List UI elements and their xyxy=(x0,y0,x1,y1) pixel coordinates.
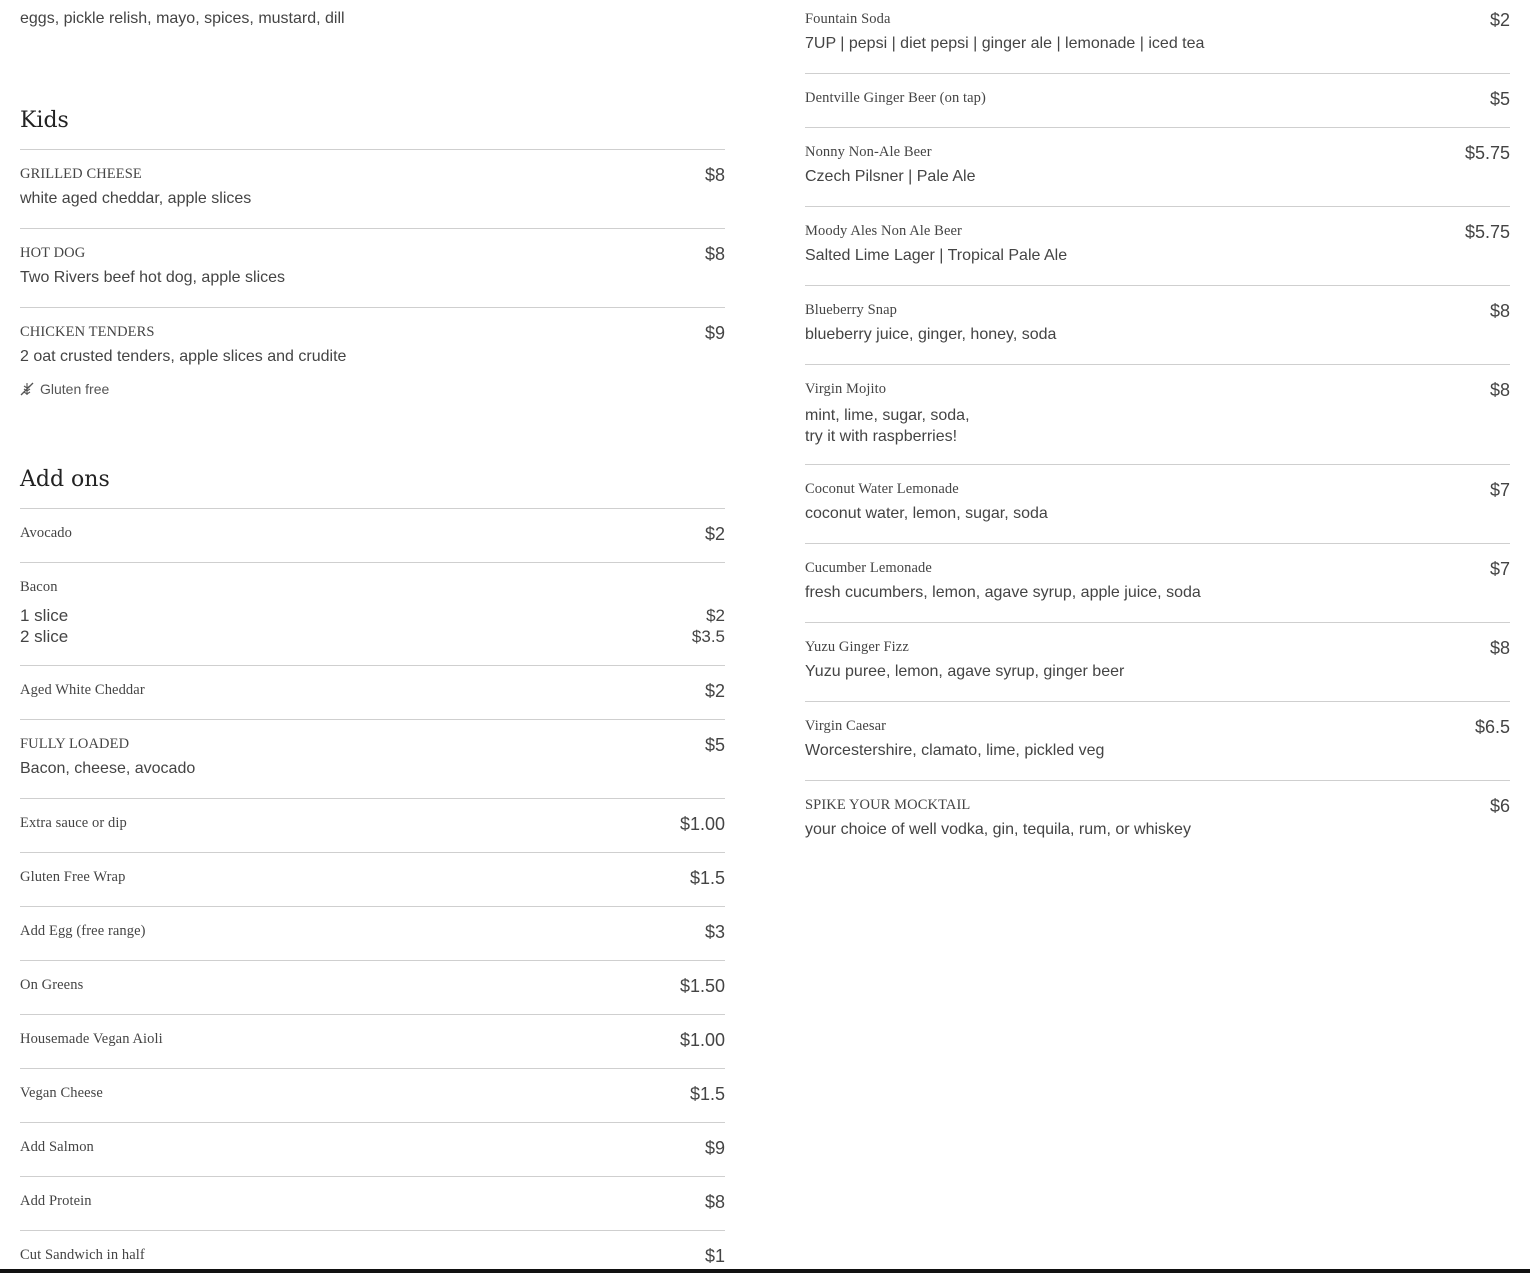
item-price: $7 xyxy=(1489,480,1510,500)
item-name: GRILLED CHEESE xyxy=(20,166,142,182)
item-description: Two Rivers beef hot dog, apple slices xyxy=(20,269,286,286)
item-description: eggs, pickle relish, mayo, spices, mustard, dill xyxy=(20,10,345,27)
divider xyxy=(805,206,1510,207)
divider xyxy=(20,798,725,799)
divider xyxy=(805,285,1510,286)
item-name: Add Salmon xyxy=(20,1139,94,1155)
size-label: 1 slice xyxy=(20,606,69,625)
section-title-kids: Kids xyxy=(20,108,69,133)
item-price: $5.75 xyxy=(1464,222,1510,242)
item-price: $6 xyxy=(1489,796,1510,816)
divider xyxy=(20,906,725,907)
item-name: Virgin Mojito xyxy=(805,381,887,397)
item-description: blueberry juice, ginger, honey, soda xyxy=(805,326,1057,343)
divider xyxy=(805,364,1510,365)
divider xyxy=(20,719,725,720)
section-title-add-ons: Add ons xyxy=(20,467,110,492)
item-price: $1.5 xyxy=(689,1084,725,1104)
item-name: Bacon xyxy=(20,579,58,595)
item-description: white aged cheddar, apple slices xyxy=(20,190,252,207)
divider xyxy=(805,701,1510,702)
item-price: $8 xyxy=(704,165,725,185)
item-price: $9 xyxy=(704,323,725,343)
item-name: Aged White Cheddar xyxy=(20,682,145,698)
item-description: fresh cucumbers, lemon, agave syrup, apple juice, soda xyxy=(805,584,1201,601)
item-description: Czech Pilsner | Pale Ale xyxy=(805,168,976,185)
item-price: $8 xyxy=(1489,638,1510,658)
divider xyxy=(805,622,1510,623)
item-name: Blueberry Snap xyxy=(805,302,898,318)
description-line: mint, lime, sugar, soda, xyxy=(805,407,970,424)
size-option xyxy=(20,626,725,647)
item-price: $2 xyxy=(1489,10,1510,30)
item-price: $9 xyxy=(704,1138,725,1158)
item-name: On Greens xyxy=(20,977,84,993)
item-name: HOT DOG xyxy=(20,245,86,261)
item-price: $8 xyxy=(704,244,725,264)
description-line: try it with raspberries! xyxy=(805,428,958,445)
item-name: Vegan Cheese xyxy=(20,1085,103,1101)
item-description: Bacon, cheese, avocado xyxy=(20,760,196,777)
item-price: $5 xyxy=(1489,89,1510,109)
divider xyxy=(20,665,725,666)
divider xyxy=(805,543,1510,544)
divider xyxy=(20,307,725,308)
item-price: $8 xyxy=(704,1192,725,1212)
item-description: 7UP | pepsi | diet pepsi | ginger ale | lemonade | iced tea xyxy=(805,35,1205,52)
item-description: coconut water, lemon, sugar, soda xyxy=(805,505,1048,522)
item-name: Add Protein xyxy=(20,1193,92,1209)
item-price: $1.00 xyxy=(679,814,725,834)
item-name: CHICKEN TENDERS xyxy=(20,324,155,340)
item-price: $2 xyxy=(704,524,725,544)
item-name: Housemade Vegan Aioli xyxy=(20,1031,163,1047)
item-name: Avocado xyxy=(20,525,72,541)
divider xyxy=(805,780,1510,781)
item-name: Cucumber Lemonade xyxy=(805,560,932,576)
item-name: Cut Sandwich in half xyxy=(20,1247,145,1263)
divider xyxy=(20,852,725,853)
size-price: $3.5 xyxy=(691,627,725,646)
item-name: Coconut Water Lemonade xyxy=(805,481,959,497)
item-name: Fountain Soda xyxy=(805,11,891,27)
item-name: Virgin Caesar xyxy=(805,718,887,734)
divider xyxy=(20,1014,725,1015)
divider xyxy=(805,127,1510,128)
item-name: FULLY LOADED xyxy=(20,736,130,752)
item-price: $7 xyxy=(1489,559,1510,579)
badge-label: Gluten free xyxy=(40,381,110,397)
item-price: $1.5 xyxy=(689,868,725,888)
item-name: Add Egg (free range) xyxy=(20,923,146,939)
item-name: SPIKE YOUR MOCKTAIL xyxy=(805,797,971,813)
item-name: Extra sauce or dip xyxy=(20,815,127,831)
divider xyxy=(805,464,1510,465)
item-price: $8 xyxy=(1489,380,1510,400)
item-description: 2 oat crusted tenders, apple slices and crudite xyxy=(20,348,347,365)
divider xyxy=(20,1230,725,1231)
divider xyxy=(20,960,725,961)
divider xyxy=(20,508,725,509)
divider xyxy=(20,562,725,563)
item-name: Yuzu Ginger Fizz xyxy=(805,639,909,655)
item-price: $1.00 xyxy=(679,1030,725,1050)
item-price: $3 xyxy=(704,922,725,942)
item-price: $2 xyxy=(704,681,725,701)
item-price: $8 xyxy=(1489,301,1510,321)
gluten-free-badge xyxy=(20,380,109,397)
item-price: $1 xyxy=(704,1246,725,1266)
divider xyxy=(20,228,725,229)
item-price: $5 xyxy=(704,735,725,755)
divider xyxy=(20,149,725,150)
divider xyxy=(20,1176,725,1177)
size-options xyxy=(20,605,725,647)
item-price: $5.75 xyxy=(1464,143,1510,163)
item-price: $6.5 xyxy=(1474,717,1510,737)
bottom-border xyxy=(0,1269,1530,1273)
divider xyxy=(20,1122,725,1123)
item-description: your choice of well vodka, gin, tequila, rum, or whiskey xyxy=(805,821,1191,838)
size-option xyxy=(20,605,725,626)
item-description: Worcestershire, clamato, lime, pickled veg xyxy=(805,742,1105,759)
divider xyxy=(20,1068,725,1069)
size-price: $2 xyxy=(706,606,725,625)
gluten-free-icon xyxy=(20,382,34,396)
item-name: Dentville Ginger Beer (on tap) xyxy=(805,90,986,106)
item-description xyxy=(805,405,970,447)
item-description: Salted Lime Lager | Tropical Pale Ale xyxy=(805,247,1068,264)
item-price: $1.50 xyxy=(679,976,725,996)
item-name: Nonny Non-Ale Beer xyxy=(805,144,932,160)
size-label: 2 slice xyxy=(20,627,69,646)
divider xyxy=(805,73,1510,74)
item-description: Yuzu puree, lemon, agave syrup, ginger beer xyxy=(805,663,1125,680)
item-name: Moody Ales Non Ale Beer xyxy=(805,223,962,239)
item-name: Gluten Free Wrap xyxy=(20,869,126,885)
